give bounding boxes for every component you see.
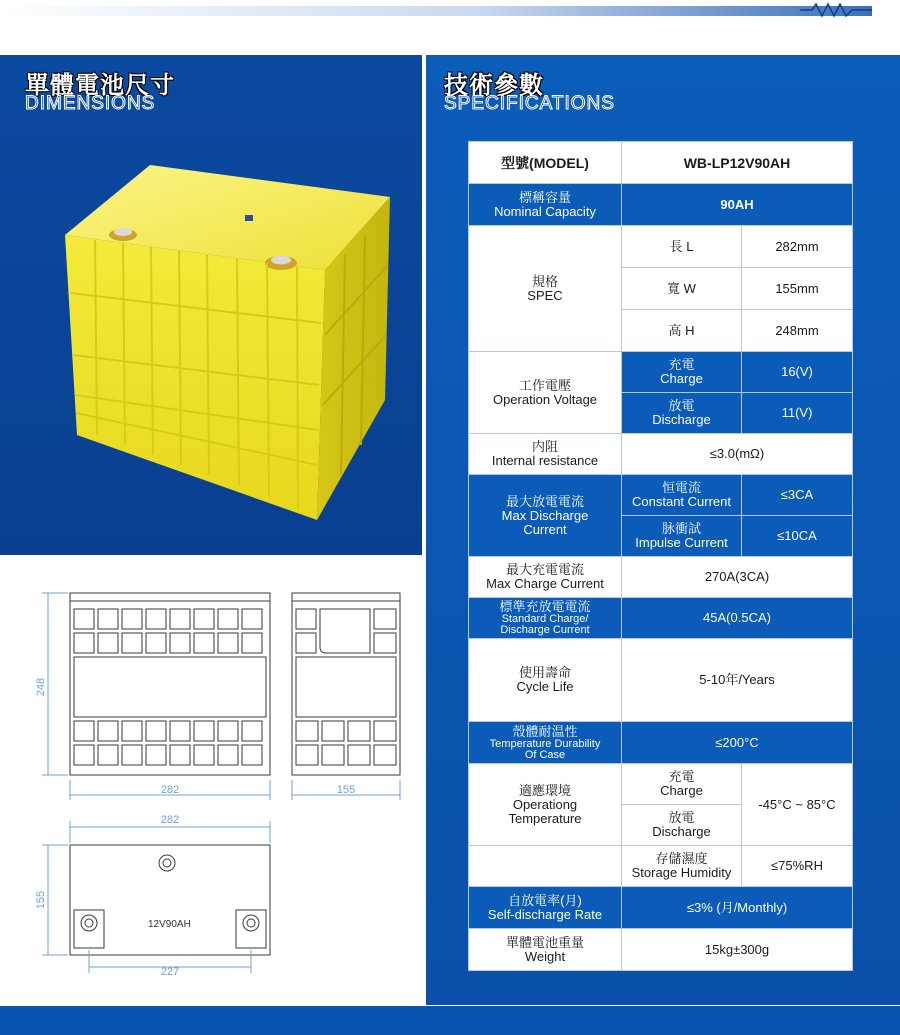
op-discharge-label: 放電 Discharge [622,805,742,846]
width-dimension-label: 155 [336,784,356,796]
capacity-value: 90AH [622,184,853,226]
resistance-value: ≤3.0(mΩ) [622,434,853,475]
dimension-drawing [0,555,422,1005]
table-row [469,887,853,929]
specifications-title-zh: 技術參數 [444,71,544,99]
table-row [469,226,853,268]
humidity-spacer [469,846,622,887]
max-charge-label: 最大充電電流 Max Charge Current [469,557,622,598]
capacity-label: 標稱容量 Nominal Capacity [469,184,622,226]
case-temperature-label: 殼體耐温性 Temperature Durability Of Case [469,722,622,764]
battery-model-label: 12V90AH [148,919,191,930]
width-label: 寬 W [622,268,742,310]
table-row [469,184,853,226]
dimension-drawing-panel [0,555,422,1005]
top-width-dimension-label: 155 [35,890,47,910]
resistance-label: 内阻 Internal resistance [469,434,622,475]
charge-label: 充電 Charge [622,352,742,393]
top-length-dimension-label: 282 [160,814,180,826]
table-row [469,764,853,805]
humidity-label: 存儲濕度 Storage Humidity [622,846,742,887]
table-row [469,352,853,393]
cycle-life-value: 5-10年/Years [622,639,853,722]
constant-current-label: 恒電流 Constant Current [622,475,742,516]
model-value: WB-LP12V90AH [622,142,853,184]
op-charge-label: 充電 Charge [622,764,742,805]
self-discharge-value: ≤3% (月/Monthly) [622,887,853,929]
charge-value: 16(V) [742,352,853,393]
spec-label: 規格 SPEC [469,226,622,352]
length-value: 282mm [742,226,853,268]
table-row [469,598,853,639]
voltage-label: 工作電壓 Operation Voltage [469,352,622,434]
table-row [469,475,853,516]
table-row [469,142,853,184]
operating-temperature-value: -45°C ~ 85°C [742,764,853,846]
constant-current-value: ≤3CA [742,475,853,516]
standard-charge-label: 標準充放電電流 Standard Charge/ Discharge Current [469,598,622,639]
weight-label: 單體電池重量 Weight [469,929,622,971]
operating-temperature-label: 適應環境 Operationg Temperature [469,764,622,846]
model-label: 型號(MODEL) [469,142,622,184]
table-row [469,434,853,475]
case-temperature-value: ≤200°C [622,722,853,764]
table-row [469,846,853,887]
battery-image [55,145,395,535]
specifications-table [468,141,853,971]
dimensions-title-en: DIMENSIONS [25,93,156,114]
max-charge-value: 270A(3CA) [622,557,853,598]
dimensions-title-zh: 單體電池尺寸 [25,71,175,99]
humidity-value: ≤75%RH [742,846,853,887]
discharge-label: 放電 Discharge [622,393,742,434]
terminal-spacing-label: 227 [160,966,180,978]
table-row [469,639,853,722]
impulse-current-label: 脉衝試 Impulse Current [622,516,742,557]
self-discharge-label: 自放電率(月) Self-discharge Rate [469,887,622,929]
weight-value: 15kg±300g [622,929,853,971]
width-value: 155mm [742,268,853,310]
cycle-life-label: 使用壽命 Cycle Life [469,639,622,722]
table-row [469,722,853,764]
height-label: 高 H [622,310,742,352]
table-row [469,557,853,598]
table-row [469,929,853,971]
standard-charge-value: 45A(0.5CA) [622,598,853,639]
impulse-current-value: ≤10CA [742,516,853,557]
height-value: 248mm [742,310,853,352]
specifications-title-en: SPECIFICATIONS [444,93,615,114]
header-decoration [0,0,900,24]
footer-bar [0,1006,900,1035]
dimensions-panel [0,55,422,555]
length-label: 長 L [622,226,742,268]
max-discharge-label: 最大放電電流 Max Discharge Current [469,475,622,557]
height-dimension-label: 248 [35,677,47,697]
length-dimension-label: 282 [160,784,180,796]
discharge-value: 11(V) [742,393,853,434]
